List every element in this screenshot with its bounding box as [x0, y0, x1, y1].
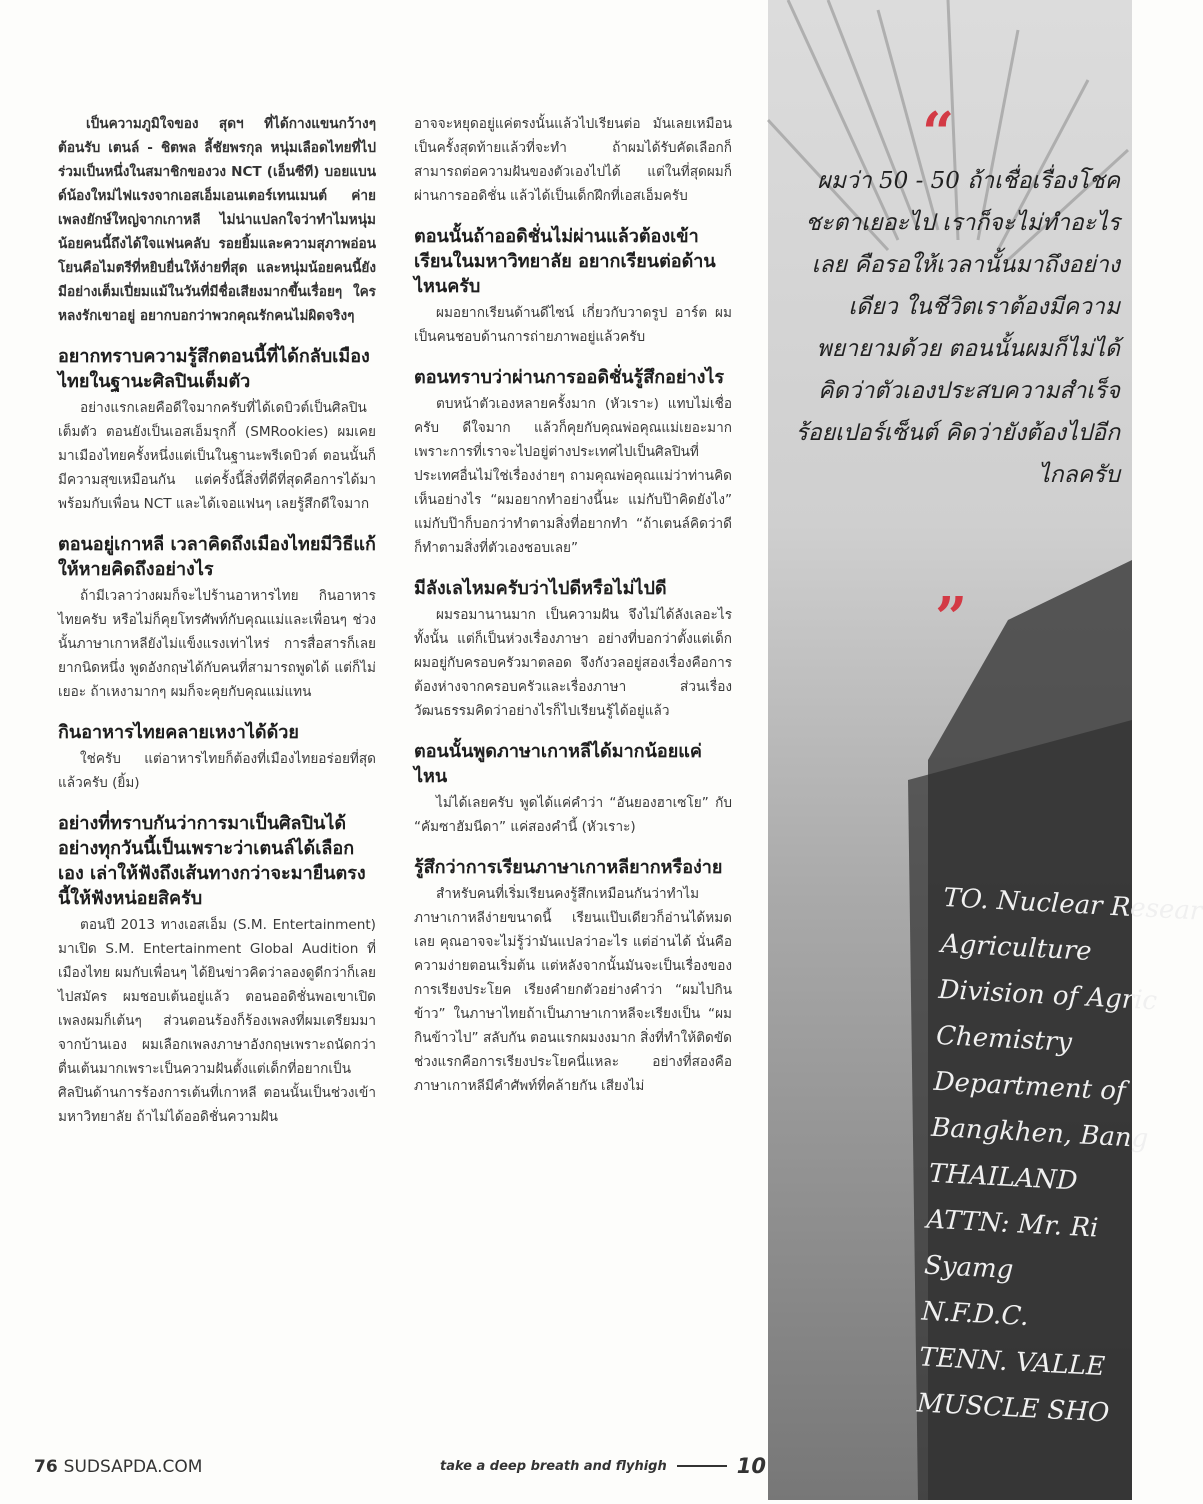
- page-number: 76: [34, 1457, 58, 1477]
- board-line: Chemistry: [935, 1020, 1073, 1058]
- footer-divider: [677, 1465, 727, 1467]
- question-heading: อย่างที่ทราบกันว่าการมาเป็นศิลปินได้อย่างทุกวันนี้เป็นเพราะว่าเตนล์ได้เลือกเอง เล่าให้ฟังถึงเส้นทางกว่าจะมายืนตรงนี้ให้ฟังหน่อยสิครับ: [58, 813, 366, 909]
- quote-open-mark: “: [922, 100, 955, 166]
- answer-paragraph: ตบหน้าตัวเองหลายครั้งมาก (หัวเราะ) แทบไม่เชื่อครับ ดีใจมาก แล้วก็คุยกับคุณพ่อคุณแม่เยอะมาก เพราะการที่เราจะไปอยู่ต่างประเทศไปเป็นศิลปินที่ประเทศอื่นไม่ใช่เรื่องง่ายๆ ถามคุณพ่อคุณแม่ว่าท่านคิดเห็นอย่างไร “ผมอยากทำอย่างนี้นะ แม่กับป๊าคิดยังไง” แม่กับป๊าก็บอกว่าทำตามสิ่งที่อยากทำ “ถ้าเตนล์คิดว่าดีก็ทำตามสิ่งที่ตัวเองชอบเลย”: [414, 396, 732, 556]
- question-heading: รู้สึกว่าการเรียนภาษาเกาหลียากหรือง่าย: [414, 857, 723, 878]
- board-line: ATTN: Mr. Ri: [925, 1204, 1100, 1244]
- tagline: take a deep breath and flyhigh: [440, 1458, 667, 1474]
- question-heading: กินอาหารไทยคลายเหงาได้ด้วย: [58, 722, 299, 743]
- question-heading: ตอนนั้นพูดภาษาเกาหลีได้มากน้อยแค่ไหน: [414, 741, 702, 787]
- answer-paragraph: ใช่ครับ แต่อาหารไทยก็ต้องที่เมืองไทยอร่อยที่สุดแล้วครับ (ยิ้ม): [58, 751, 376, 791]
- site-url[interactable]: SUDSAPDA.COM: [63, 1457, 203, 1477]
- answer-paragraph: ผมรอมานานมาก เป็นความฝัน จึงไม่ได้ลังเลอะไรทั้งนั้น แต่ก็เป็นห่วงเรื่องภาษา อย่างที่บอกว่าตั้งแต่เด็กผมอยู่กับครอบครัวมาตลอด จึงกังวลอยู่สองเรื่องคือการต้องห่างจากครอบครัวและเรื่องภาษา ส่วนเรื่องวัฒนธรรมคิดว่าอย่างไรก็ไปเรียนรู้ได้อยู่แล้ว: [414, 607, 732, 719]
- board-line: Syamg: [923, 1250, 1015, 1286]
- board-handwriting: [916, 875, 1203, 1437]
- question-heading: มีลังเลไหมครับว่าไปดีหรือไม่ไปดี: [414, 578, 667, 599]
- answer-paragraph: ตอนปี 2013 ทางเอสเอ็ม (S.M. Entertainment) มาเปิด S.M. Entertainment Global Audition ที่เมืองไทย ผมกับเพื่อนๆ ได้ยินข่าวคิดว่าลองดูดีกว่าก็เลยไปสมัคร ผมชอบเต้นอยู่แล้ว ตอนออดิชั่นพอเขาเปิดเพลงผมก็เต้นๆ ส่วนตอนร้องก็ร้องเพลงที่ผมเตรียมมาจากบ้านเอง ผมเลือกเพลงภาษาอังกฤษเพราะถนัดกว่า ตื่นเต้นมากเพราะเป็นความฝันตั้งแต่เด็กที่อยากเป็นศิลปินด้านการร้องการเต้นที่เกาหลี ตอนนั้นเป็นช่วงเข้ามหาวิทยาลัย ถ้าไม่ได้ออดิชั่นความฝัน: [58, 917, 376, 1125]
- pull-quote: ผมว่า 50 - 50 ถ้าเชื่อเรื่องโชคชะตาเยอะไป เราก็จะไม่ทำอะไรเลย คือรอให้เวลานั้นมาถึงอย่างเดียว ในชีวิตเราต้องมีความพยายามด้วย ตอนนั้นผมก็ไม่ได้คิดว่าตัวเองประสบความสำเร็จร้อยเปอร์เซ็นต์ คิดว่ายังต้องไปอีกไกลครับ: [795, 168, 1120, 488]
- board-line: Bangkhen, Bang: [930, 1112, 1149, 1155]
- answer-paragraph: อย่างแรกเลยคือดีใจมากครับที่ได้เดบิวต์เป็นศิลปินเต็มตัว ตอนยังเป็นเอสเอ็มรุกกี้ (SMRookies) ผมเคยมาเมืองไทยครั้งหนึ่งแต่เป็นในฐานะพรีเดบิวต์ ตอนนั้นก็มีความสุขเหมือนกัน แต่ครั้งนี้สิ่งที่ดีที่สุดคือการได้มาพร้อมกับเพื่อน NCT และได้เจอแฟนๆ เลยรู้สึกดีใจมาก: [58, 400, 376, 512]
- article-column-2: [414, 112, 732, 1098]
- question-heading: ตอนอยู่เกาหลี เวลาคิดถึงเมืองไทยมีวิธีแก้ให้หายคิดถึงอย่างไร: [58, 534, 376, 580]
- answer-paragraph: ผมอยากเรียนด้านดีไซน์ เกี่ยวกับวาดรูป อาร์ต ผมเป็นคนชอบด้านการถ่ายภาพอยู่แล้วครับ: [414, 305, 732, 345]
- board-line: THAILAND: [928, 1158, 1079, 1197]
- quote-close-mark: ”: [935, 585, 968, 651]
- board-line: TO. Nuclear Resear: [942, 883, 1203, 927]
- intro-paragraph: เป็นความภูมิใจของ สุดฯ ที่ได้กางแขนกว้างๆ ต้อนรับ เตนล์ - ชิตพล ลี้ชัยพรกุล หนุ่มเลือดไทยที่ไปร่วมเป็นหนึ่งในสมาชิกของวง NCT (เอ็นซีที) บอยแบนด์น้องใหม่ไฟแรงจากเอสเอ็มเอนเตอร์เทนเมนต์ ค่ายเพลงยักษ์ใหญ่จากเกาหลี ไม่น่าแปลกใจว่าทำไมหนุ่มน้อยคนนี้ถึงได้ใจแฟนคลับ รอยยิ้มและความสุภาพอ่อนโยนคือไมตรีที่หยิบยื่นให้ง่ายที่สุด และหนุ่มน้อยคนนี้ยังมีอย่างเต็มเปี่ยมแม้ในวันที่มีชื่อเสียงมากขึ้นเรื่อยๆ ใครหลงรักเขาอยู่ อยากบอกว่าพวกคุณรักคนไม่ผิดจริงๆ: [58, 116, 376, 324]
- continued-paragraph: อาจจะหยุดอยู่แค่ตรงนั้นแล้วไปเรียนต่อ มันเลยเหมือนเป็นครั้งสุดท้ายแล้วที่จะทำ ถ้าผมได้รับคัดเลือกก็สามารถต่อความฝันของตัวเองไปได้ แต่ในที่สุดผมก็ผ่านการออดิชั่น แล้วได้เป็นเด็กฝึกที่เอสเอ็มครับ: [414, 116, 732, 204]
- board-line: N.F.D.C.: [920, 1296, 1030, 1333]
- answer-paragraph: สำหรับคนที่เริ่มเรียนคงรู้สึกเหมือนกันว่าทำไมภาษาเกาหลีง่ายขนาดนี้ เรียนแป๊บเดียวก็อ่านได้หมดเลย คุณอาจจะไม่รู้ว่ามันแปลว่าอะไร แต่อ่านได้ นั่นคือความง่ายตอนเริ่มต้น แต่หลังจากนั้นมันจะเป็นเรื่องของการเรียงประโยค เรียงคำยกตัวอย่างคำว่า “ผมไปกินข้าว” ในภาษาไทยถ้าเป็นภาษาเกาหลีจะเรียงเป็น “ผมกินข้าวไป” สลับกัน ตอนแรกผมงงมาก สิ่งที่ทำให้ติดขัดช่วงแรกคือการเรียงประโยคนี่แหละ อย่างที่สองคือภาษาเกาหลีมีคำศัพท์ที่คล้ายกัน เสียงไม่: [414, 886, 732, 1094]
- footer-left: [34, 1457, 202, 1477]
- board-line: TENN. VALLE: [918, 1342, 1106, 1383]
- question-heading: ตอนนั้นถ้าออดิชั่นไม่ผ่านแล้วต้องเข้าเรียนในมหาวิทยาลัย อยากเรียนต่อด้านไหนครับ: [414, 226, 716, 297]
- board-line: Department of: [932, 1066, 1127, 1107]
- issue-number: 10: [736, 1454, 766, 1478]
- board-line: MUSCLE SHO: [916, 1388, 1110, 1429]
- question-heading: อยากทราบความรู้สึกตอนนี้ที่ได้กลับเมืองไทยในฐานะศิลปินเต็มตัว: [58, 346, 370, 392]
- article-column-1: [58, 112, 376, 1129]
- answer-paragraph: ถ้ามีเวลาว่างผมก็จะไปร้านอาหารไทย กินอาหารไทยครับ หรือไม่ก็คุยโทรศัพท์กับคุณแม่และเพื่อนๆ ช่วงนั้นภาษาเกาหลียังไม่แข็งแรงเท่าไหร่ การสื่อสารก็เลยยากนิดหนึ่ง พูดอังกฤษได้กับคนที่สามารถพูดได้ แต่ก็ไม่เยอะ ถ้าเหงามากๆ ผมก็จะคุยกับคุณแม่แทน: [58, 588, 376, 700]
- answer-paragraph: ไม่ได้เลยครับ พูดได้แค่คำว่า “อันยองฮาเซโย” กับ “คัมซาฮัมนีดา” แค่สองคำนี้ (หัวเราะ): [414, 795, 732, 835]
- question-heading: ตอนทราบว่าผ่านการออดิชั่นรู้สึกอย่างไร: [414, 367, 725, 388]
- board-line: Agriculture: [940, 929, 1093, 967]
- footer-right: [440, 1454, 766, 1478]
- board-line: Division of Agric: [937, 974, 1158, 1017]
